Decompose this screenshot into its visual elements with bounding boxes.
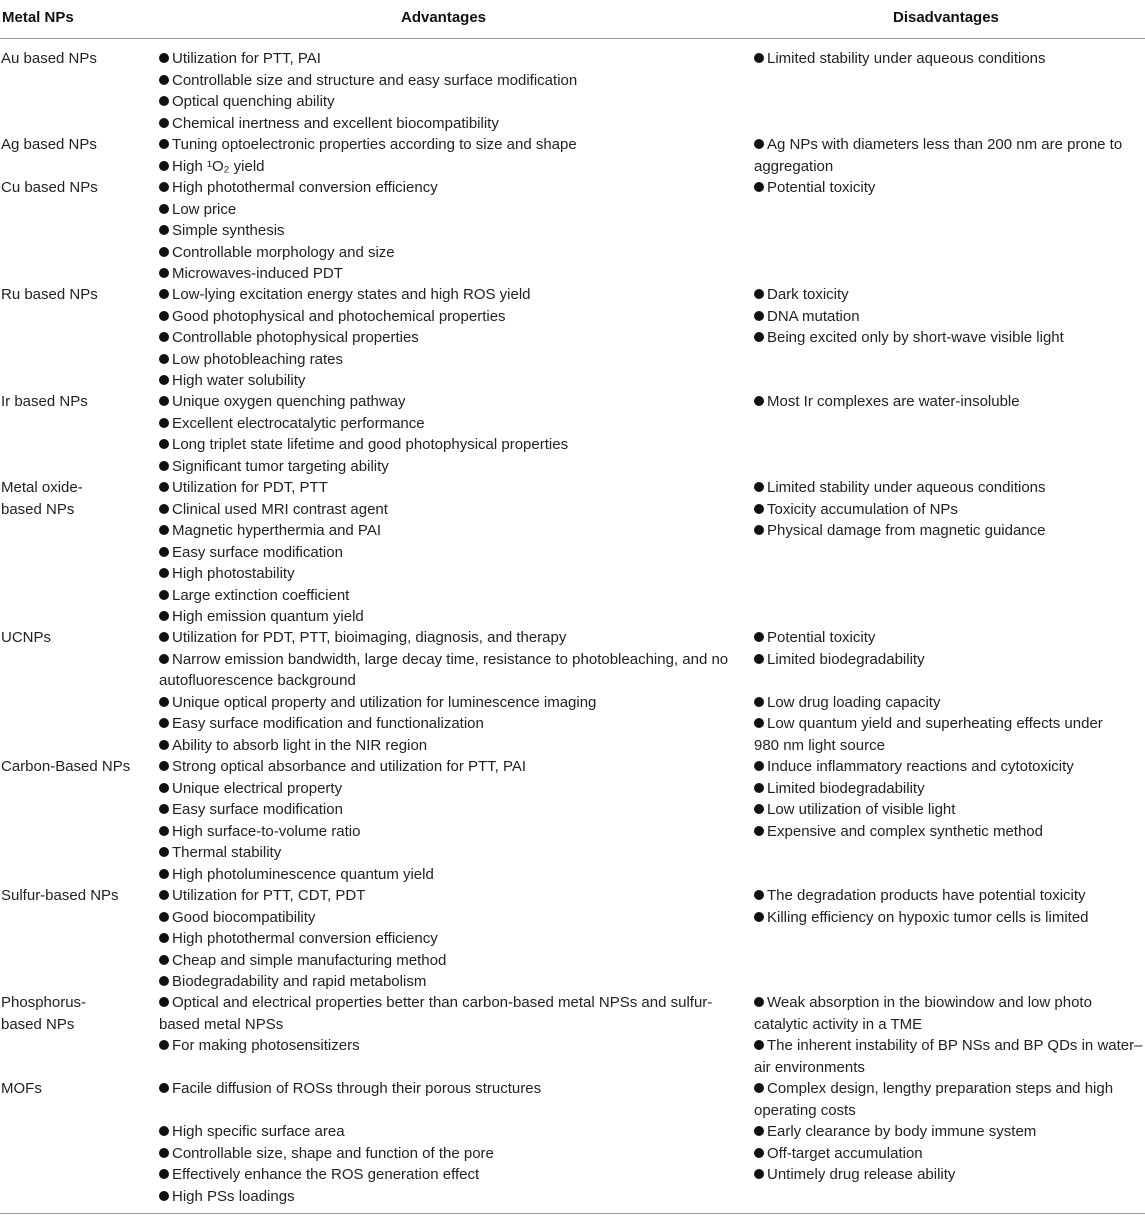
advantages-cell [159,177,744,285]
item-text: DNA mutation [767,307,860,325]
advantage-item [159,1186,744,1208]
advantages-cell [159,1078,744,1207]
disadvantage-item [754,756,1143,778]
disadvantage-item [754,799,1143,821]
disadvantages-cell [754,284,1143,349]
bullet-icon [159,204,169,214]
advantage-item [159,349,744,371]
bullet-icon [754,1148,764,1158]
advantage-item [159,1164,744,1186]
bullet-icon [159,1126,169,1136]
advantage-item [159,885,744,907]
bullet-icon [159,225,169,235]
item-text: Controllable morphology and size [172,243,395,261]
bullet-icon [159,826,169,836]
bullet-icon [754,761,764,771]
disadvantage-item [754,1143,1143,1165]
item-text: Ability to absorb light in the NIR region [172,736,428,754]
item-text: Facile diffusion of ROSs through their porous structures [172,1080,542,1097]
item-text: Limited stability under aqueous conditions [767,50,1046,67]
item-text: Magnetic hyperthermia and PAI [172,522,381,539]
advantage-item [159,113,744,135]
item-text: Physical damage from magnetic guidance [767,522,1046,539]
bullet-icon [754,997,764,1007]
disadvantage-item [754,1164,1143,1186]
bullet-icon [159,332,169,342]
disadvantages-cell [754,1078,1143,1186]
advantage-item [159,434,744,456]
item-text: Utilization for PDT, PTT [172,479,328,496]
disadvantages-cell [754,477,1143,542]
advantage-item [159,263,744,285]
category-name: UCNPs [1,629,52,646]
advantage-item [159,692,744,714]
disadvantage-item [754,48,1143,70]
advantage-item [159,649,734,692]
disadvantage-item [754,520,1143,542]
disadvantage-item [754,1035,1143,1078]
disadvantages-cell [754,391,1143,413]
bullet-icon [754,826,764,836]
bullet-icon [754,1040,764,1050]
bullet-icon [754,396,764,406]
item-text: Unique electrical property [172,779,343,797]
category-name: Metal oxide-based NPs [1,479,83,518]
item-text: Biodegradability and rapid metabolism [172,973,427,990]
bullet-icon [754,332,764,342]
item-text: The degradation products have potential toxicity [767,887,1086,904]
advantage-item [159,842,744,864]
category-name: Carbon-Based NPs [1,758,131,775]
advantage-item [159,756,744,778]
item-text: High photothermal conversion efficiency [172,930,438,947]
advantage-item [159,542,744,564]
disadvantages-cell [754,134,1143,177]
advantage-item [159,370,744,392]
disadvantage-item [754,499,1143,521]
item-text: Good photophysical and photochemical properties [172,307,506,325]
category-name: Ru based NPs [1,286,98,303]
item-text: Good biocompatibility [172,908,316,926]
advantages-cell [159,391,744,477]
disadvantage-item [754,306,1143,328]
header-metal-nps: Metal NPs [2,9,74,26]
disadvantage-item [754,821,1143,843]
advantage-item [159,778,744,800]
bullet-icon [159,804,169,814]
advantage-item [159,907,744,929]
table-bottom-rule [0,1213,1145,1214]
item-text: Easy surface modification [172,543,343,561]
item-text: Induce inflammatory reactions and cytotoxicity [767,758,1074,775]
bullet-icon [754,525,764,535]
category-name: Ag based NPs [1,136,97,153]
item-text: Early clearance by body immune system [767,1123,1037,1140]
bullet-icon [754,804,764,814]
item-text: Low price [172,200,237,218]
advantage-item [159,70,744,92]
disadvantages-cell [754,177,1143,199]
bullet-icon [754,1126,764,1136]
item-text: Weak absorption in the biowindow and low photo catalytic activity in a TME [754,994,1092,1033]
category-name: Phosphorus-based NPs [1,994,87,1033]
disadvantage-item [754,134,1143,177]
item-text: Controllable photophysical properties [172,329,419,346]
bullet-icon [159,997,169,1007]
disadvantages-cell [754,885,1143,928]
disadvantage-item [754,992,1134,1035]
item-text: High emission quantum yield [172,608,364,625]
bullet-icon [159,311,169,321]
item-text: Chemical inertness and excellent biocompatibility [172,114,499,132]
item-text: Limited stability under aqueous conditions [767,479,1046,496]
item-text: Low utilization of visible light [767,801,956,818]
bullet-icon [159,418,169,428]
disadvantage-item [754,1078,1134,1121]
item-text: High ¹O₂ yield [172,157,265,175]
disadvantages-cell [754,48,1143,70]
bullet-icon [159,547,169,557]
advantage-item [159,177,744,199]
disadvantage-item [754,284,1143,306]
advantage-item [159,327,744,349]
item-text: Optical and electrical properties better than carbon-based metal NPSs and sulfur-based metal NPSs [159,994,713,1033]
bullet-icon [159,783,169,793]
advantage-item [159,713,744,735]
bullet-icon [159,354,169,364]
advantage-item [159,971,744,993]
bullet-icon [159,1040,169,1050]
advantage-item [159,950,744,972]
bullet-icon [159,869,169,879]
item-text: Being excited only by short-wave visible light [767,329,1064,346]
item-text: Narrow emission bandwidth, large decay time, resistance to photobleaching, and no autofluorescence background [159,650,729,689]
item-text: Effectively enhance the ROS generation effect [172,1166,480,1183]
bullet-icon [159,740,169,750]
item-text: High photoluminescence quantum yield [172,865,434,883]
bullet-icon [754,182,764,192]
advantages-cell [159,992,744,1057]
bullet-icon [754,1169,764,1179]
item-text: Unique oxygen quenching pathway [172,393,406,410]
advantage-item [159,864,744,886]
category-name: Ir based NPs [1,393,88,410]
bullet-icon [159,568,169,578]
item-text: Complex design, lengthy preparation steps and high operating costs [754,1080,1114,1119]
bullet-icon [754,783,764,793]
bullet-icon [159,53,169,63]
bullet-icon [754,718,764,728]
bullet-icon [754,632,764,642]
bullet-icon [159,847,169,857]
advantage-item [159,48,744,70]
bullet-icon [159,912,169,922]
bullet-icon [754,289,764,299]
bullet-icon [159,96,169,106]
item-text: Off-target accumulation [767,1144,923,1162]
disadvantage-item [754,177,1143,199]
bullet-icon [159,1191,169,1201]
bullet-icon [159,75,169,85]
bullet-icon [159,525,169,535]
item-text: Thermal stability [172,844,282,861]
item-text: High photostability [172,565,295,582]
bullet-icon [159,289,169,299]
item-text: Potential toxicity [767,629,876,646]
advantage-item [159,1035,744,1057]
disadvantage-item [754,670,1143,692]
disadvantages-cell [754,756,1143,842]
item-text: Utilization for PDT, PTT, bioimaging, diagnosis, and therapy [172,629,567,646]
advantages-cell [159,477,744,628]
advantage-item [159,456,744,478]
advantage-item [159,928,744,950]
item-text: Easy surface modification and functionalization [172,715,484,732]
item-text: Controllable size and structure and easy surface modification [172,71,578,89]
bullet-icon [159,1083,169,1093]
bullet-icon [159,654,169,664]
item-text: Long triplet state lifetime and good photophysical properties [172,436,569,453]
advantage-item [159,91,744,113]
bullet-icon [159,611,169,621]
item-text: Low quantum yield and superheating effects under 980 nm light source [754,715,1103,754]
item-text: High surface-to-volume ratio [172,822,361,840]
advantage-item [159,1078,744,1100]
item-text: Untimely drug release ability [767,1166,956,1183]
item-text: Significant tumor targeting ability [172,457,389,475]
advantages-cell [159,48,744,134]
item-text: Limited biodegradability [767,779,925,797]
item-text: High water solubility [172,372,306,389]
bullet-icon [159,1148,169,1158]
disadvantage-item [754,477,1143,499]
advantage-item [159,284,744,306]
bullet-icon [754,1083,764,1093]
item-text: Dark toxicity [767,286,849,303]
advantages-cell [159,284,744,392]
item-text: Strong optical absorbance and utilization for PTT, PAI [172,758,527,775]
advantage-item [159,220,744,242]
advantage-item [159,1143,744,1165]
bullet-icon [159,976,169,986]
bullet-icon [159,1169,169,1179]
advantage-item [159,134,744,156]
item-text: High PSs loadings [172,1187,295,1205]
advantage-item [159,735,744,757]
item-text: Simple synthesis [172,222,285,239]
advantage-item [159,563,744,585]
advantage-item [159,391,744,413]
item-text: Killing efficiency on hypoxic tumor cells is limited [767,908,1089,926]
advantage-item [159,627,744,649]
bullet-icon [159,632,169,642]
item-text: Potential toxicity [767,179,876,196]
advantages-cell [159,885,744,993]
advantages-cell [159,627,744,756]
item-text: Limited biodegradability [767,650,925,668]
item-text: Utilization for PTT, CDT, PDT [172,887,366,904]
disadvantage-item [754,327,1143,349]
item-text: Expensive and complex synthetic method [767,822,1043,840]
item-text: High photothermal conversion efficiency [172,179,438,196]
advantage-item [159,499,744,521]
item-text: Controllable size, shape and function of the pore [172,1144,494,1162]
advantage-item [159,520,744,542]
disadvantage-item [754,713,1124,756]
bullet-icon [754,890,764,900]
bullet-icon [159,396,169,406]
advantage-item [159,1121,744,1143]
item-text: Clinical used MRI contrast agent [172,500,388,518]
bullet-icon [159,590,169,600]
header-disadvantages: Disadvantages [893,9,999,26]
bullet-icon [159,697,169,707]
advantage-item [159,199,744,221]
item-text: Low photobleaching rates [172,350,343,368]
table-header [0,0,1145,39]
disadvantage-item [754,885,1143,907]
category-name: Au based NPs [1,50,97,67]
bullet-icon [159,890,169,900]
item-text: Low drug loading capacity [767,693,941,711]
advantage-item [159,799,744,821]
item-text: The inherent instability of BP NSs and BP QDs in water–air environments [754,1037,1143,1076]
bullet-icon [159,247,169,257]
bullet-icon [159,933,169,943]
bullet-icon [754,504,764,514]
disadvantage-item [754,391,1143,413]
bullet-icon [159,139,169,149]
item-text: Microwaves-induced PDT [172,265,343,282]
item-text: Most Ir complexes are water-insoluble [767,393,1020,410]
advantage-item [159,242,744,264]
disadvantage-item [754,778,1143,800]
bullet-icon [754,139,764,149]
item-text: High specific surface area [172,1123,345,1140]
item-text: Large extinction coefficient [172,586,350,604]
advantage-item [159,992,739,1035]
bullet-icon [754,311,764,321]
item-text: For making photosensitizers [172,1037,360,1054]
bullet-icon [159,268,169,278]
bullet-icon [754,697,764,707]
advantage-item [159,156,744,178]
advantage-item [159,821,744,843]
disadvantage-item [754,692,1143,714]
advantages-cell [159,134,744,177]
item-text: Excellent electrocatalytic performance [172,414,425,432]
item-text: Easy surface modification [172,801,343,818]
advantage-item [159,477,744,499]
bullet-icon [159,955,169,965]
advantage-item [159,306,744,328]
category-name: MOFs [1,1080,42,1097]
advantage-item [159,1100,744,1122]
advantage-item [159,413,744,435]
bullet-icon [159,118,169,128]
advantage-item [159,585,744,607]
disadvantage-item [754,649,1143,671]
advantages-cell [159,756,744,885]
disadvantages-cell [754,627,1143,756]
disadvantage-item [754,627,1143,649]
item-text: Low-lying excitation energy states and high ROS yield [172,286,531,303]
bullet-icon [159,161,169,171]
item-text: Cheap and simple manufacturing method [172,951,447,969]
item-text: Tuning optoelectronic properties according to size and shape [172,136,577,153]
disadvantage-item [754,1121,1143,1143]
header-advantages: Advantages [401,9,487,26]
item-text: Ag NPs with diameters less than 200 nm are prone to aggregation [754,136,1123,175]
bullet-icon [159,482,169,492]
bullet-icon [754,482,764,492]
bullet-icon [159,182,169,192]
bullet-icon [754,654,764,664]
bullet-icon [159,439,169,449]
category-name: Sulfur-based NPs [1,887,119,904]
bullet-icon [159,461,169,471]
bullet-icon [754,53,764,63]
bullet-icon [159,718,169,728]
disadvantage-item [754,907,1143,929]
disadvantages-cell [754,992,1143,1078]
bullet-icon [159,375,169,385]
item-text: Optical quenching ability [172,93,335,110]
bullet-icon [159,504,169,514]
bullet-icon [159,761,169,771]
item-text: Toxicity accumulation of NPs [767,500,958,518]
bullet-icon [754,912,764,922]
advantage-item [159,606,744,628]
item-text: Utilization for PTT, PAI [172,50,321,67]
category-name: Cu based NPs [1,179,98,196]
item-text: Unique optical property and utilization for luminescence imaging [172,693,597,711]
